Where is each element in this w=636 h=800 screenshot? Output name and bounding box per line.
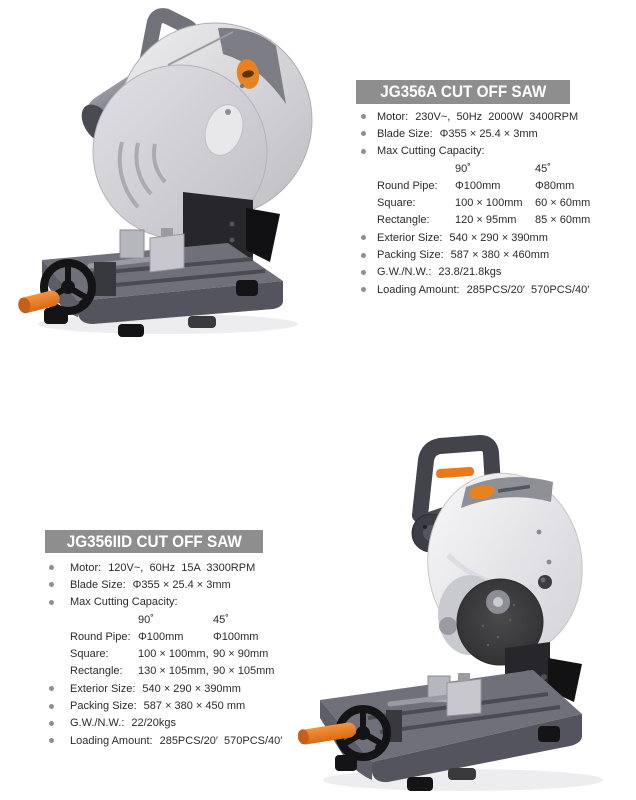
spec-label: Square: bbox=[70, 648, 109, 661]
spec-row-exterior-size bbox=[352, 229, 636, 246]
bullet-icon bbox=[49, 582, 54, 587]
capacity-45: 90 × 105mm bbox=[213, 665, 275, 678]
spec-row-gw-nw bbox=[40, 715, 332, 732]
capacity-45: Φ80mm bbox=[535, 179, 575, 192]
capacity-90: Φ100mm bbox=[138, 630, 184, 643]
rubber-foot bbox=[236, 280, 258, 296]
bullet-icon bbox=[49, 686, 54, 691]
spec-value: 587 × 380 × 450 mm bbox=[143, 700, 246, 713]
spec-value: 587 × 380 × 460mm bbox=[450, 249, 550, 262]
bolt-hole bbox=[230, 222, 235, 227]
rubber-foot bbox=[407, 777, 433, 791]
rubber-foot bbox=[538, 726, 560, 742]
spacer bbox=[49, 617, 54, 622]
knob-highlight bbox=[541, 578, 546, 583]
vise-clamp bbox=[447, 679, 481, 716]
capacity-row-square bbox=[40, 645, 332, 662]
spec-label: Motor: bbox=[377, 110, 409, 123]
bullet-icon bbox=[361, 235, 366, 240]
spec-label: Exterior Size: bbox=[70, 682, 136, 695]
capacity-90: 100 × 100mm, bbox=[138, 648, 209, 661]
capacity-row-round-pipe bbox=[352, 177, 636, 194]
spec-label: Round Pipe: bbox=[70, 630, 131, 643]
capacity-row-rectangle bbox=[40, 663, 332, 680]
bullet-icon bbox=[49, 704, 54, 709]
spec-row-exterior-size bbox=[40, 680, 332, 697]
product-title-banner-jg356iid bbox=[45, 530, 263, 553]
spec-value: 230V~, 50Hz 2000W 3400RPM bbox=[415, 110, 579, 123]
bullet-icon bbox=[361, 253, 366, 258]
depth-knob bbox=[538, 575, 552, 589]
capacity-angle-header bbox=[352, 160, 636, 177]
capacity-45: 90 × 90mm bbox=[213, 648, 269, 661]
spec-row-blade-size bbox=[40, 576, 332, 593]
capacity-90: 120 × 95mm bbox=[455, 214, 517, 227]
spec-value: 285PCS/20′ 570PCS/40′ bbox=[159, 734, 283, 747]
spec-label: Loading Amount: bbox=[377, 283, 460, 296]
capacity-90: Φ100mm bbox=[455, 179, 501, 192]
fence-plate bbox=[120, 230, 144, 258]
spec-row-motor bbox=[352, 108, 636, 125]
capacity-90: 100 × 100mm bbox=[455, 197, 523, 210]
spec-value: Φ355 × 25.4 × 3mm bbox=[439, 127, 538, 140]
bullet-icon bbox=[49, 600, 54, 605]
cut-off-saw-illustration bbox=[298, 430, 636, 798]
spacer bbox=[49, 669, 54, 674]
spec-label: Motor: bbox=[70, 561, 102, 574]
spec-row-motor bbox=[40, 559, 332, 576]
spec-label: Max Cutting Capacity: bbox=[70, 596, 178, 609]
spec-row-max-capacity bbox=[352, 143, 636, 160]
bullet-icon bbox=[49, 565, 54, 570]
cut-off-saw-illustration bbox=[18, 2, 338, 338]
spec-label: Packing Size: bbox=[70, 700, 137, 713]
angle-90: 90˚ bbox=[138, 613, 154, 626]
rubber-foot bbox=[335, 755, 357, 771]
bullet-icon bbox=[361, 287, 366, 292]
spec-label: G.W./N.W.: bbox=[70, 717, 125, 730]
bullet-icon bbox=[361, 131, 366, 136]
spec-label: Round Pipe: bbox=[377, 179, 438, 192]
spec-value: 540 × 290 × 390mm bbox=[142, 682, 241, 695]
spec-row-packing-size bbox=[40, 697, 332, 714]
product-photo-jg356iid bbox=[298, 430, 636, 798]
spec-row-loading-amount bbox=[352, 281, 636, 298]
capacity-45: 85 × 60mm bbox=[535, 214, 591, 227]
vent-hole bbox=[547, 560, 552, 565]
vent-hole bbox=[240, 84, 244, 88]
vent-hole bbox=[537, 530, 542, 535]
spec-label: G.W./N.W.: bbox=[377, 266, 432, 279]
spec-label: Loading Amount: bbox=[70, 734, 153, 747]
spec-label: Rectangle: bbox=[70, 665, 123, 678]
capacity-row-rectangle bbox=[352, 212, 636, 229]
spec-row-loading-amount bbox=[40, 732, 332, 749]
bullet-icon bbox=[49, 721, 54, 726]
bullet-icon bbox=[361, 114, 366, 119]
bolt-hole bbox=[230, 238, 235, 243]
spec-row-packing-size bbox=[352, 246, 636, 263]
product-title: JG356A CUT OFF SAW bbox=[379, 82, 547, 101]
rubber-foot bbox=[188, 316, 216, 328]
spec-value: 22/20kgs bbox=[131, 717, 177, 730]
spec-row-blade-size bbox=[352, 125, 636, 142]
spec-label: Exterior Size: bbox=[377, 231, 443, 244]
product-photo-jg356a bbox=[18, 2, 338, 338]
spec-row-max-capacity bbox=[40, 594, 332, 611]
spacer bbox=[49, 652, 54, 657]
vise-clamp bbox=[150, 234, 184, 272]
angle-90: 90˚ bbox=[455, 162, 471, 175]
spacer bbox=[361, 183, 366, 188]
capacity-angle-header bbox=[40, 611, 332, 628]
spacer bbox=[361, 166, 366, 171]
spec-label: Rectangle: bbox=[377, 214, 430, 227]
spec-label: Max Cutting Capacity: bbox=[377, 145, 485, 158]
bullet-icon bbox=[361, 270, 366, 275]
spec-label: Square: bbox=[377, 197, 416, 210]
angle-45: 45˚ bbox=[213, 613, 229, 626]
rubber-foot bbox=[44, 308, 68, 324]
clamp-bolt bbox=[161, 228, 173, 236]
bullet-icon bbox=[361, 149, 366, 154]
spec-label: Blade Size: bbox=[70, 578, 126, 591]
capacity-row-square bbox=[352, 194, 636, 211]
clamp-bolt bbox=[458, 673, 470, 681]
spacer bbox=[49, 634, 54, 639]
spec-label: Packing Size: bbox=[377, 249, 444, 262]
spec-value: 285PCS/20′ 570PCS/40′ bbox=[466, 283, 590, 296]
spacer bbox=[361, 201, 366, 206]
angle-45: 45˚ bbox=[535, 162, 551, 175]
bullet-icon bbox=[49, 738, 54, 743]
capacity-90: 130 × 105mm, bbox=[138, 665, 209, 678]
spec-label: Blade Size: bbox=[377, 127, 433, 140]
capacity-row-round-pipe bbox=[40, 628, 332, 645]
capacity-45: 60 × 60mm bbox=[535, 197, 591, 210]
spec-value: 23.8/21.8kgs bbox=[438, 266, 502, 279]
spec-row-gw-nw bbox=[352, 264, 636, 281]
hinge-bolt bbox=[439, 617, 457, 635]
vise-bracket bbox=[94, 262, 116, 296]
spec-list-jg356a bbox=[352, 108, 636, 298]
product-title-banner-jg356a bbox=[356, 80, 570, 104]
spec-value: 120V~, 60Hz 15A 3300RPM bbox=[108, 561, 256, 574]
product-title: JG356IID CUT OFF SAW bbox=[66, 531, 242, 551]
spacer bbox=[361, 218, 366, 223]
handle-accent bbox=[436, 467, 475, 479]
rubber-foot bbox=[448, 768, 476, 780]
capacity-45: Φ100mm bbox=[213, 630, 259, 643]
spec-value: 540 × 290 × 390mm bbox=[449, 231, 548, 244]
rubber-foot bbox=[118, 324, 144, 337]
spec-value: Φ355 × 25.4 × 3mm bbox=[132, 578, 231, 591]
spec-list-jg356iid bbox=[40, 559, 332, 749]
